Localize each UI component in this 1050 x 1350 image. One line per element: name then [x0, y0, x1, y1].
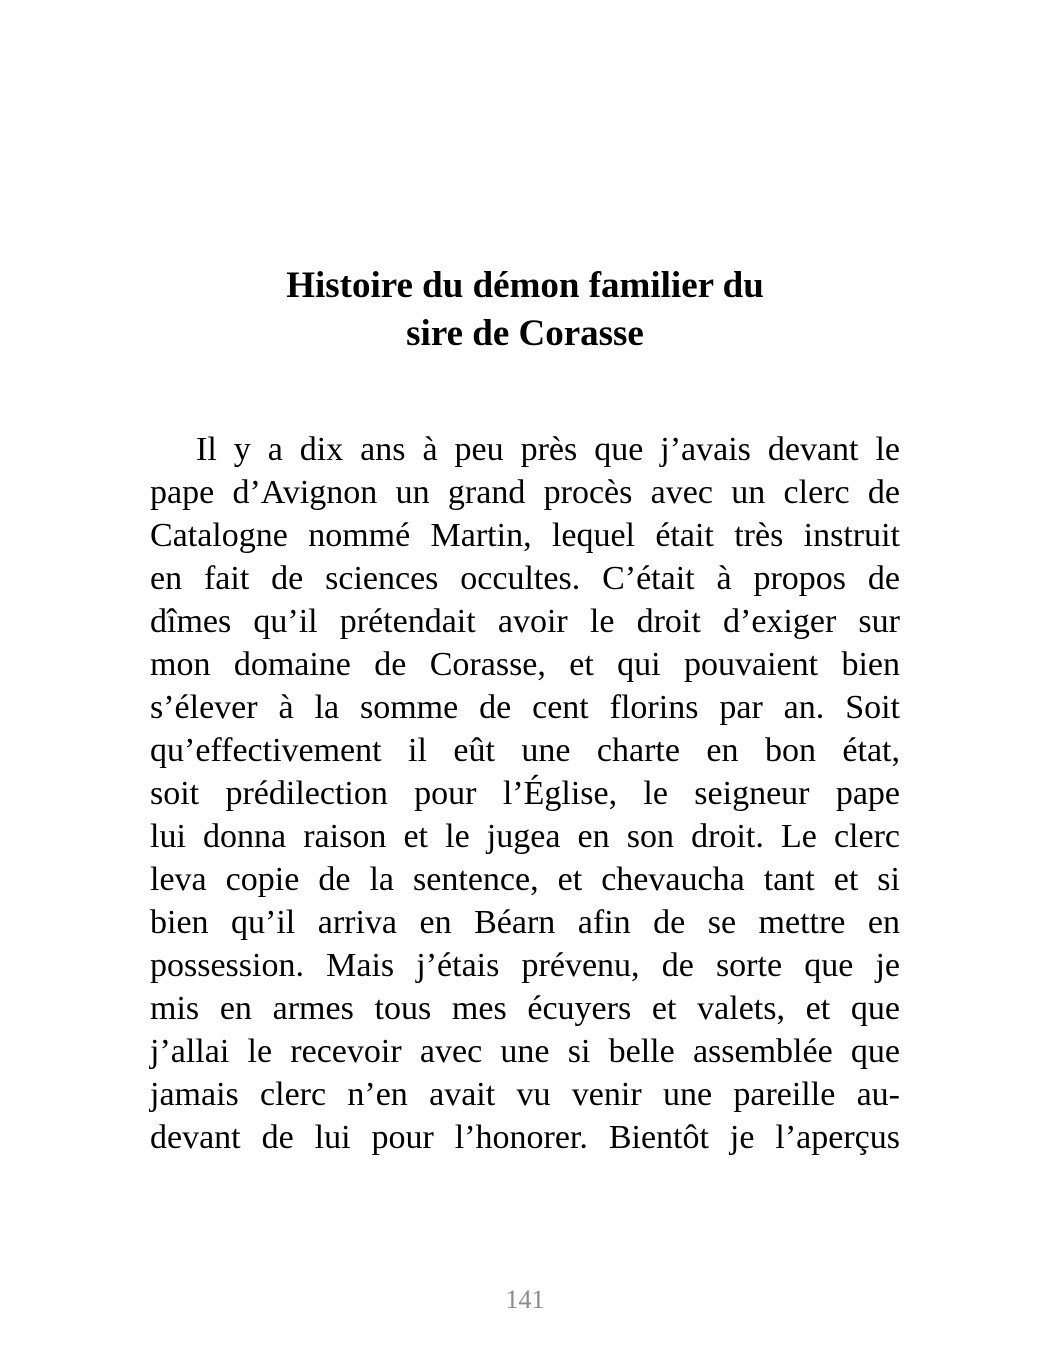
text-line: dîmes qu’il prétendait avoir le droit d’exiger sur: [150, 603, 900, 640]
page-number: 141: [505, 1285, 545, 1314]
text-line: bien qu’il arriva en Béarn afin de se mettre en: [150, 904, 900, 941]
text-line: Catalogne nommé Martin, lequel était très instruit: [150, 517, 900, 554]
text-line: leva copie de la sentence, et chevaucha tant et si: [150, 861, 900, 898]
text-line: mis en armes tous mes écuyers et valets, et que: [150, 990, 900, 1027]
body-paragraph: [150, 428, 900, 1159]
text-line: jamais clerc n’en avait vu venir une pareille au-: [150, 1076, 900, 1113]
text-line: devant de lui pour l’honorer. Bientôt je l’aperçus: [150, 1119, 900, 1156]
text-line: s’élever à la somme de cent florins par an. Soit: [150, 689, 900, 726]
text-line: pape d’Avignon un grand procès avec un clerc de: [150, 474, 900, 511]
text-line: j’allai le recevoir avec une si belle assemblée que: [150, 1033, 900, 1070]
text-line: possession. Mais j’étais prévenu, de sorte que je: [150, 947, 900, 984]
chapter-title-line-2: sire de Corasse: [406, 313, 644, 354]
text-line: soit prédilection pour l’Église, le seigneur pape: [150, 775, 900, 812]
text-line: en fait de sciences occultes. C’était à propos de: [150, 560, 900, 597]
text-line: lui donna raison et le jugea en son droit. Le clerc: [150, 818, 900, 855]
text-line: qu’effectivement il eût une charte en bon état,: [150, 732, 900, 769]
text-line: mon domaine de Corasse, et qui pouvaient bien: [150, 646, 900, 683]
text-line: Il y a dix ans à peu près que j’avais devant le: [196, 431, 900, 468]
chapter-title: [150, 262, 900, 358]
chapter-title-line-1: Histoire du démon familier du: [286, 265, 764, 306]
